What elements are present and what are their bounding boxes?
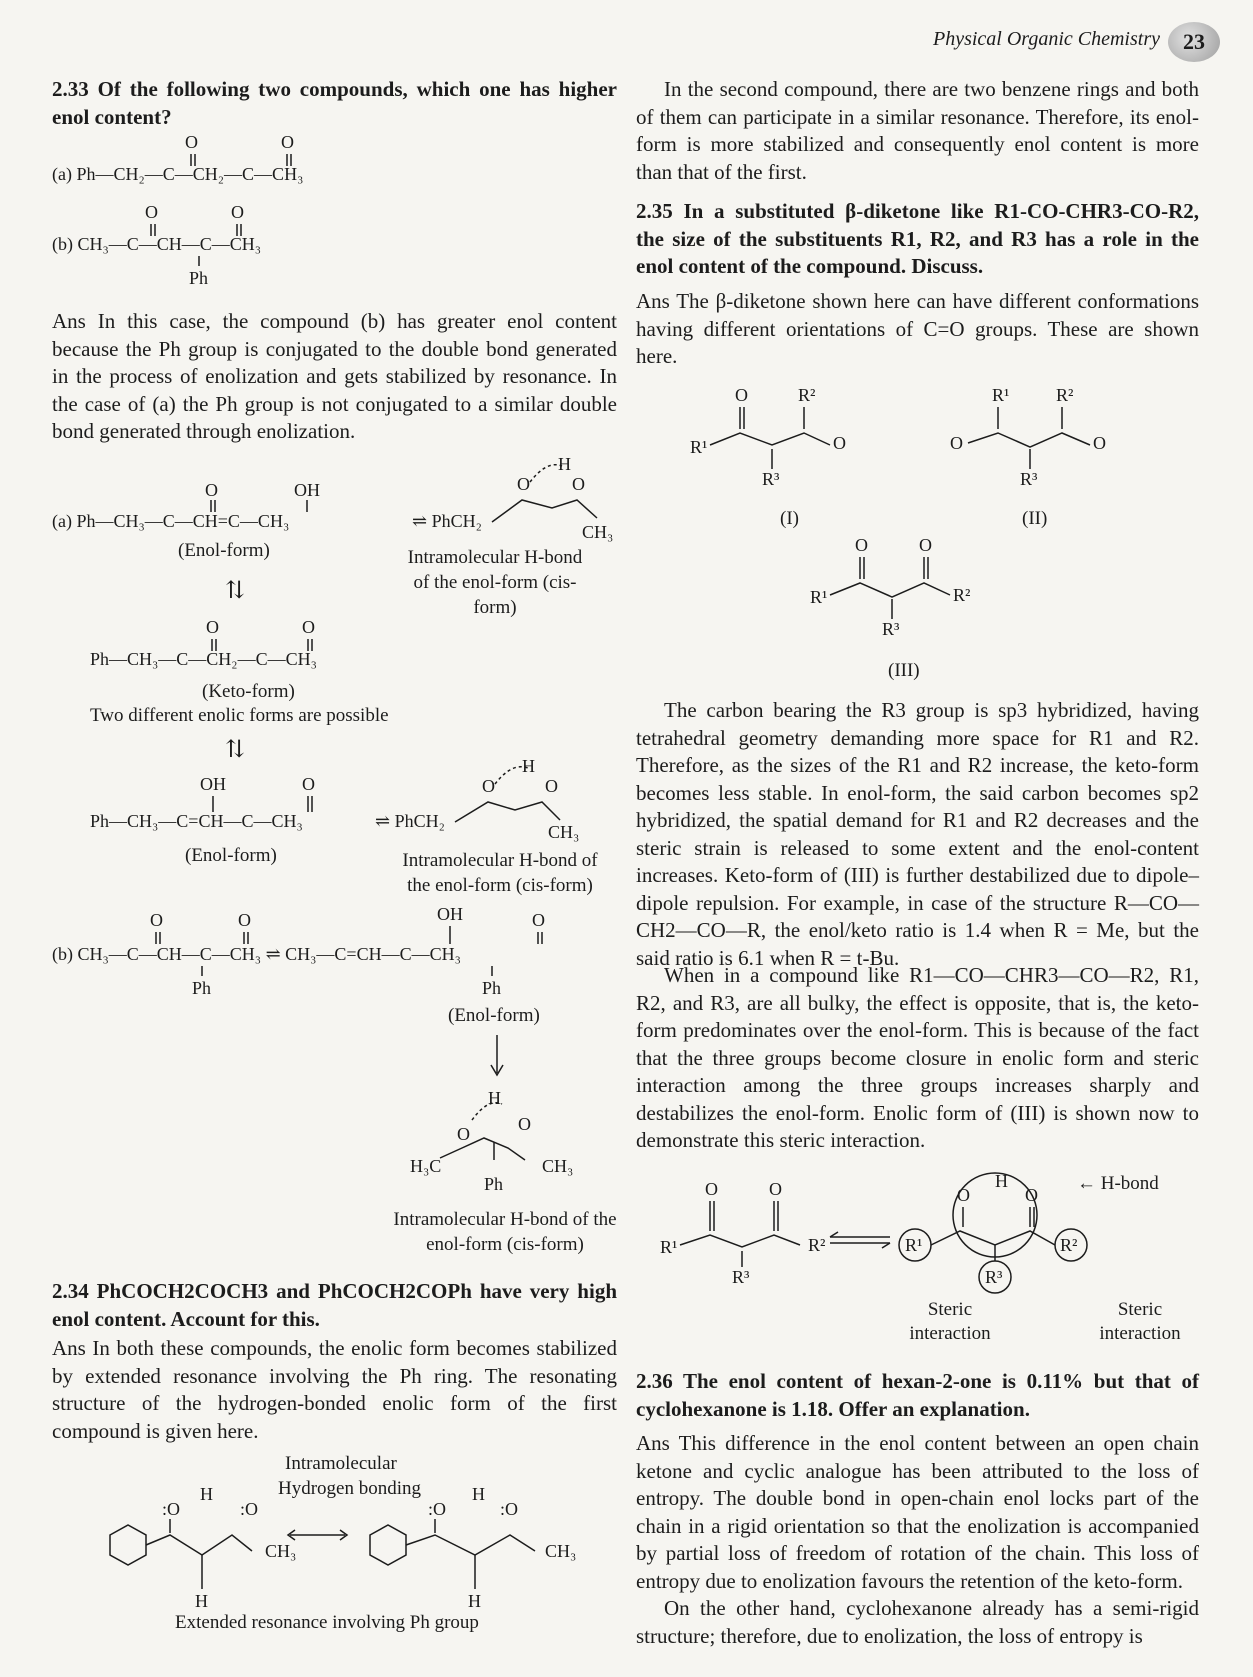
q235-para2: When in a compound like R1—CO—CHR3—CO—R2, R1, R2, and R3, are all bulky, the effect is opposite, that is, the keto-form predominates over the enol-form. This is because of the fact that the three groups become closure in enolic form and steric interaction among the three groups increases sharply and destabilizes the enol-form. Enolic form of (III) is shown now to demonstrate this steric interaction.: [636, 963, 1199, 1152]
svg-text:H: H: [195, 1591, 208, 1611]
svg-text:O: O: [545, 776, 558, 796]
svg-text:R¹: R¹: [690, 437, 708, 457]
svg-text:Ph—CH₃—C=CH—C—CH₃: Ph—CH₃—C=CH—C—CH₃: [90, 811, 303, 831]
down-arrow: [490, 1035, 510, 1080]
enol-form-label-3: (Enol-form): [448, 1005, 540, 1026]
svg-text:O: O: [145, 202, 158, 222]
svg-text:O: O: [518, 1114, 531, 1134]
svg-text:R¹: R¹: [905, 1235, 923, 1255]
q234-heading: 2.34 PhCOCH2COCH3 and PhCOCH2COPh have very high enol content. Account for this.: [52, 1279, 617, 1331]
steric-label-right: Steric interaction: [1099, 1299, 1181, 1344]
svg-text:R³: R³: [1020, 469, 1038, 489]
svg-text:O: O: [919, 535, 932, 555]
enol-form-label-2: (Enol-form): [185, 845, 277, 866]
running-title: Physical Organic Chemistry: [932, 28, 1160, 50]
hbond-caption-a2: Intramolecular H-bond of the enol-form (cis-form): [402, 850, 598, 896]
svg-text:R¹: R¹: [992, 385, 1010, 405]
svg-text:O: O: [205, 480, 218, 500]
resonance-caption: Extended resonance involving Ph group: [175, 1612, 479, 1633]
svg-text:(a) Ph—CH₂—C—CH₂—C—CH₃: (a) Ph—CH₂—C—CH₂—C—CH₃: [52, 164, 304, 184]
svg-text:O: O: [705, 1179, 718, 1199]
equilibrium-arrow-2: ⇅: [225, 737, 246, 763]
q235-heading: 2.35 In a substituted β-diketone like R1-CO-CHR3-CO-R2, the size of the substituents R1, R2, and R3 has a role in the enol content of the compound. Discuss.: [636, 199, 1199, 278]
svg-text:R²: R²: [1056, 385, 1074, 405]
svg-text:(b) CH₃—C—CH—C—CH₃: (b) CH₃—C—CH—C—CH₃: [52, 234, 262, 254]
svg-text:Ph: Ph: [192, 978, 212, 998]
svg-text:O: O: [231, 202, 244, 222]
svg-text:O: O: [957, 1185, 970, 1205]
svg-text:⇌ PhCH₂: ⇌ PhCH₂: [375, 811, 445, 831]
svg-text:O: O: [833, 433, 846, 453]
svg-text:CH₃: CH₃: [545, 1541, 577, 1561]
svg-text::O: :O: [500, 1499, 518, 1519]
svg-text:Ph: Ph: [484, 1174, 504, 1194]
svg-text:O: O: [457, 1124, 470, 1144]
svg-text:R¹: R¹: [660, 1237, 678, 1257]
svg-text:O: O: [482, 776, 495, 796]
svg-text:O: O: [1093, 433, 1106, 453]
svg-text:O: O: [735, 385, 748, 405]
svg-text:R²: R²: [1060, 1235, 1078, 1255]
q235-answer: Ans The β-diketone shown here can have different conformations having different orientations of C=O groups. These are shown here.: [636, 289, 1199, 368]
svg-text:O: O: [185, 132, 198, 152]
svg-text:OH: OH: [200, 774, 226, 794]
q233-formula-a: [52, 130, 432, 190]
scheme-a-enol: [52, 454, 614, 542]
svg-text:OH: OH: [437, 904, 463, 924]
svg-text:H: H: [522, 756, 535, 776]
svg-text:R²: R²: [798, 385, 816, 405]
svg-text::O: :O: [428, 1499, 446, 1519]
svg-text:R³: R³: [762, 469, 780, 489]
conformer-II: [950, 385, 1150, 525]
svg-text:O: O: [302, 774, 315, 794]
svg-text:H: H: [200, 1484, 213, 1504]
svg-text:O: O: [302, 617, 315, 637]
svg-text:O: O: [238, 910, 251, 930]
svg-text:O: O: [855, 535, 868, 555]
q235-para1: The carbon bearing the R3 group is sp3 hybridized, having tetrahedral geometry demanding more space for R1 and R2. Therefore, as the sizes of the R1 and R2 increase, the keto-form becomes less stable. In enol-form, the said carbon becomes sp2 hybridized, the spatial demand for R1 and R2 decreases and the steric strain is released to some extent and the enol-content increases. Keto-form of (III) is further destabilized due to dipole–dipole repulsion. For example, in case of the structure R—CO—CH2—CO—R, the enol/keto ratio is 1.4 when R = Me, but the said ratio is 6.1 when R = t-Bu.: [636, 698, 1199, 970]
svg-text:O: O: [206, 617, 219, 637]
svg-text:R³: R³: [732, 1267, 750, 1287]
hbond-caption-a1: Intramolecular H-bond of the enol-form (cis-form): [407, 547, 583, 618]
q236-answer: Ans This difference in the enol content between an open chain ketone and cyclic analogue has been attributed to the loss of entropy. The double bond in open-chain enol locks part of the chain in a rigid orientation so that the enolization is accompanied by partial loss of freedom of rotation of the chain. This loss of entropy due to enolization favours the retention of the keto-form.: [636, 1431, 1199, 1593]
svg-text:O: O: [950, 433, 963, 453]
col2-intro: In the second compound, there are two benzene rings and both of them can participate in a similar resonance. Therefore, its enol-form is more stabilized and consequently enol content is more than that of the first.: [636, 77, 1199, 184]
scheme-a-keto: [90, 615, 490, 675]
svg-text:O: O: [517, 474, 530, 494]
hbond-label: ← H-bond: [1077, 1173, 1159, 1194]
label-III: (III): [888, 660, 920, 681]
svg-text:R¹: R¹: [810, 587, 828, 607]
intramolecular-label: Intramolecular: [285, 1453, 397, 1474]
svg-text:H: H: [468, 1591, 481, 1611]
svg-text:R²: R²: [808, 1235, 826, 1255]
conformer-III: [810, 535, 1020, 675]
label-I: (I): [780, 508, 799, 529]
svg-text:O: O: [150, 910, 163, 930]
svg-text::O: :O: [240, 1499, 258, 1519]
svg-text:H₃C: H₃C: [410, 1156, 442, 1176]
svg-text:O: O: [769, 1179, 782, 1199]
enol-form-label-1: (Enol-form): [178, 540, 270, 561]
q233-formula-b: [52, 200, 432, 290]
svg-text:O: O: [572, 474, 585, 494]
svg-text:O: O: [1025, 1185, 1038, 1205]
scheme-b-cyclic: [400, 1080, 600, 1200]
svg-text:H: H: [472, 1484, 485, 1504]
q233-heading: 2.33 Of the following two compounds, which one has higher enol content?: [52, 77, 617, 129]
svg-text:O: O: [532, 910, 545, 930]
label-II: (II): [1022, 508, 1048, 529]
svg-text:CH₃: CH₃: [542, 1156, 574, 1176]
q236-para2: On the other hand, cyclohexanone already has a semi-rigid structure; therefore, due to enolization, the loss of entropy is: [636, 1596, 1199, 1648]
svg-text:OH: OH: [294, 480, 320, 500]
page-header: [860, 22, 1240, 62]
two-forms-label: Two different enolic forms are possible: [90, 705, 389, 726]
svg-text:⇌ PhCH₂: ⇌ PhCH₂: [412, 511, 482, 531]
scheme-b: [52, 900, 622, 1000]
svg-text:CH₃: CH₃: [265, 1541, 297, 1561]
svg-text:Ph: Ph: [482, 978, 502, 998]
svg-text:O: O: [281, 132, 294, 152]
svg-text:R²: R²: [953, 585, 971, 605]
q234-answer: Ans In both these compounds, the enolic form becomes stabilized by extended resonance involving the Ph ring. The resonating structure of the hydrogen-bonded enolic form of the first compound is given here.: [52, 1336, 617, 1443]
hydrogen-bonding-label: Hydrogen bonding: [278, 1478, 422, 1499]
q236-heading: 2.36 The enol content of hexan-2-one is 0.11% but that of cyclohexanone is 1.18. Offer an explanation.: [636, 1369, 1199, 1421]
conformer-I: [690, 385, 900, 525]
q233-answer: Ans In this case, the compound (b) has greater enol content because the Ph group is conjugated to the double bond generated in the process of enolization and gets stabilized by resonance. In the case of (a) the Ph group is not conjugated to a similar double bond generated through enolization.: [52, 309, 617, 443]
svg-text:(b) CH₃—C—CH—C—CH₃ ⇌ CH₃—C=CH—: (b) CH₃—C—CH—C—CH₃ ⇌ CH₃—C=CH—C—CH₃: [52, 944, 461, 964]
svg-text:H: H: [995, 1171, 1008, 1191]
hbond-caption-b: Intramolecular H-bond of the enol-form (cis-form): [393, 1209, 617, 1255]
equilibrium-arrow-1: ⇅: [225, 578, 246, 604]
svg-text:CH₃: CH₃: [548, 822, 580, 842]
svg-text:R³: R³: [985, 1267, 1003, 1287]
scheme-a-enol-2: [90, 756, 610, 842]
svg-text::O: :O: [162, 1499, 180, 1519]
steric-label-left: Steric interaction: [909, 1299, 991, 1344]
page-number: 23: [1168, 22, 1220, 62]
svg-text:R³: R³: [882, 619, 900, 639]
svg-text:H: H: [488, 1088, 501, 1108]
svg-text:CH₃: CH₃: [582, 522, 614, 542]
svg-text:(a) Ph—CH₃—C—CH=C—CH₃: (a) Ph—CH₃—C—CH=C—CH₃: [52, 511, 290, 531]
svg-text:Ph—CH₃—C—CH₂—C—CH₃: Ph—CH₃—C—CH₂—C—CH₃: [90, 649, 317, 669]
svg-text:H: H: [558, 454, 571, 474]
keto-form-label: (Keto-form): [202, 681, 295, 702]
svg-text:Ph: Ph: [189, 268, 209, 288]
